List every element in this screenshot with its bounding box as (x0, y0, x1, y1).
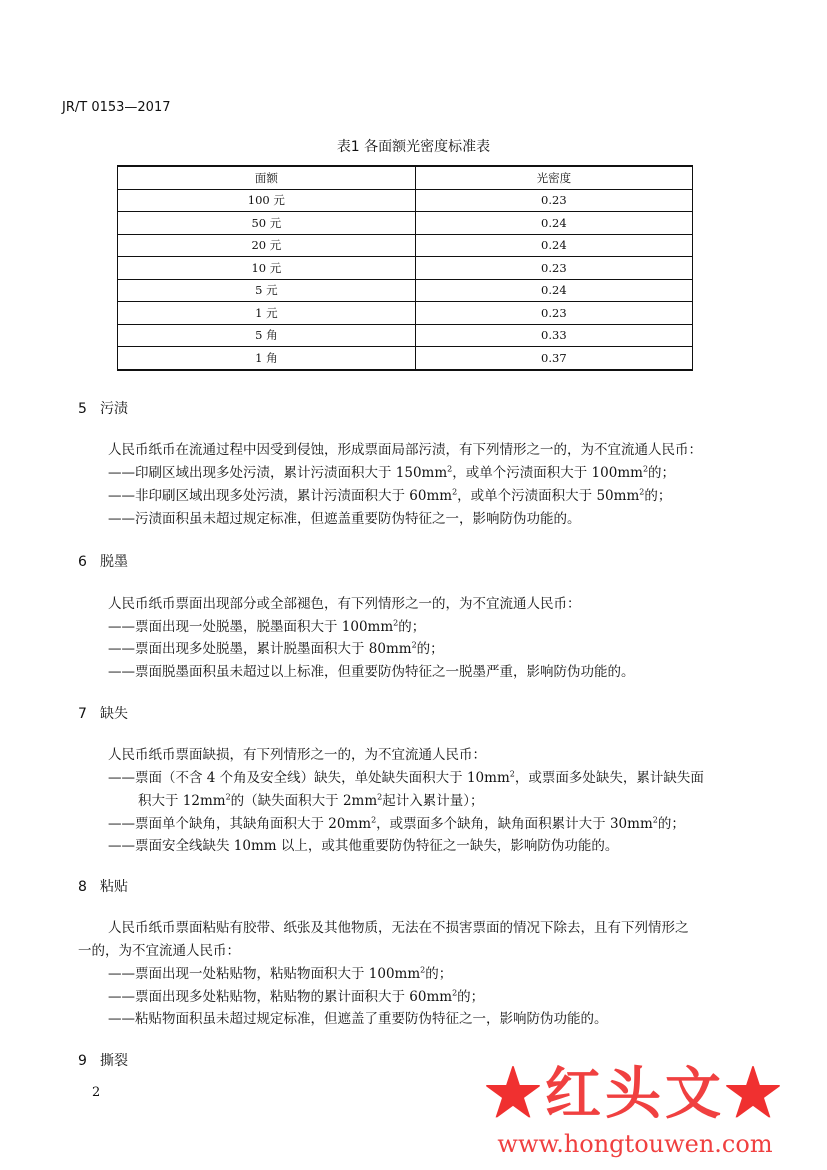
cell-denomination: 50 元 (118, 212, 416, 235)
section-number: 9 (78, 1053, 87, 1069)
star-icon: ★ (485, 1061, 545, 1127)
cell-denomination: 1 角 (118, 347, 416, 370)
cell-density: 0.24 (415, 212, 692, 235)
section-heading-stains (78, 398, 128, 418)
item-text: 的； (425, 966, 453, 982)
section-intro: 人民币纸币在流通过程中因受到侵蚀，形成票面局部污渍，有下列情形之一的，为不宜流通人民币： (108, 442, 702, 458)
table-row (118, 212, 693, 235)
item-text: 的（缺失面积大于 2mm (230, 793, 378, 809)
list-item (108, 985, 484, 1005)
item-text: ——非印刷区域出现多处污渍，累计污渍面积大于 60mm (108, 488, 453, 504)
section-heading-missing (78, 703, 128, 723)
superscript: 2 (642, 464, 649, 474)
item-text: ，或单个污渍面积大于 100mm (452, 465, 643, 481)
list-item-continuation (138, 789, 484, 809)
density-table (117, 165, 693, 371)
item-text: 积大于 12mm (138, 793, 226, 809)
cell-denomination: 100 元 (118, 189, 416, 212)
list-item (108, 461, 675, 481)
item-text: 的； (398, 619, 426, 635)
watermark-url: www.hongtouwen.com (497, 1130, 773, 1158)
cell-denomination: 5 元 (118, 279, 416, 302)
table-row (118, 189, 693, 212)
superscript: 2 (420, 965, 426, 975)
table-row (118, 279, 693, 302)
item-text: 的； (644, 488, 672, 504)
section-number: 6 (78, 554, 87, 570)
item-text: ——票面出现一处粘贴物，粘贴物面积大于 100mm (108, 966, 421, 982)
list-item (108, 615, 425, 635)
section-title: 撕裂 (100, 1053, 128, 1069)
item-text: ，或票面多个缺角，缺角面积累计大于 30mm (376, 816, 653, 832)
item-text: 的； (657, 816, 685, 832)
item-text: ，或票面多处缺失，累计缺失面 (514, 770, 704, 786)
section-number: 5 (78, 401, 87, 417)
superscript: 2 (639, 487, 645, 497)
item-text: ，或单个污渍面积大于 50mm (457, 488, 640, 504)
superscript: 2 (377, 792, 383, 802)
superscript: 2 (509, 769, 515, 779)
cell-density: 0.33 (415, 324, 692, 347)
item-text: ——票面出现多处粘贴物，粘贴物的累计面积大于 60mm (108, 989, 453, 1005)
list-item: ——粘贴物面积虽未超过规定标准，但遮盖了重要防伪特征之一，影响防伪功能的。 (108, 1011, 608, 1027)
list-item: ——票面脱墨面积虽未超过以上标准，但重要防伪特征之一脱墨严重，影响防伪功能的。 (108, 664, 635, 680)
table-header-row (118, 166, 693, 189)
list-item: ——污渍面积虽未超过规定标准，但遮盖重要防伪特征之一，影响防伪功能的。 (108, 511, 581, 527)
cell-denomination: 1 元 (118, 302, 416, 325)
table-row (118, 257, 693, 280)
superscript: 2 (225, 792, 231, 802)
section-title: 缺失 (100, 706, 128, 722)
standard-code: JR/T 0153—2017 (62, 100, 171, 115)
superscript: 2 (393, 618, 399, 628)
superscript: 2 (452, 487, 458, 497)
superscript: 2 (371, 815, 377, 825)
watermark-text: 红头文 (545, 1061, 725, 1127)
column-header-denomination: 面额 (118, 166, 416, 189)
section-title: 污渍 (100, 401, 128, 417)
table-row (118, 324, 693, 347)
superscript: 2 (452, 988, 458, 998)
item-text: 的； (416, 641, 444, 657)
list-item: ——票面安全线缺失 10mm 以上，或其他重要防伪特征之一缺失，影响防伪功能的。 (108, 838, 619, 854)
watermark (450, 1050, 820, 1165)
item-text: ——票面（不含 4 个角及安全线）缺失，单处缺失面积大于 10mm (108, 770, 510, 786)
section-intro: 人民币纸币票面粘贴有胶带、纸张及其他物质，无法在不损害票面的情况下除去，且有下列情形之 (108, 920, 689, 936)
cell-density: 0.23 (415, 257, 692, 280)
cell-density: 0.37 (415, 347, 692, 370)
cell-density: 0.23 (415, 189, 692, 212)
superscript: 2 (447, 464, 453, 474)
page-number: 2 (92, 1085, 101, 1100)
list-item (108, 637, 444, 657)
watermark-title (450, 1050, 820, 1130)
item-text: 的； (648, 465, 676, 481)
table-row (118, 302, 693, 325)
cell-denomination: 5 角 (118, 324, 416, 347)
cell-density: 0.24 (415, 279, 692, 302)
section-intro: 人民币纸币票面缺损，有下列情形之一的，为不宜流通人民币： (108, 747, 486, 763)
section-number: 8 (78, 879, 87, 895)
superscript: 2 (411, 640, 417, 650)
superscript: 2 (652, 815, 658, 825)
cell-denomination: 20 元 (118, 234, 416, 257)
item-text: 起计入累计量）； (382, 793, 484, 809)
section-heading-adhesion (78, 876, 128, 896)
section-title: 脱墨 (100, 554, 128, 570)
list-item (108, 766, 704, 786)
section-intro: 人民币纸币票面出现部分或全部褪色，有下列情形之一的，为不宜流通人民币： (108, 596, 581, 612)
item-text: ——票面出现多处脱墨，累计脱墨面积大于 80mm (108, 641, 412, 657)
item-text: ——票面出现一处脱墨，脱墨面积大于 100mm (108, 619, 394, 635)
cell-denomination: 10 元 (118, 257, 416, 280)
section-heading-ink-loss (78, 551, 128, 571)
list-item (108, 484, 671, 504)
cell-density: 0.24 (415, 234, 692, 257)
cell-density: 0.23 (415, 302, 692, 325)
section-intro-continuation: 一的，为不宜流通人民币： (78, 943, 240, 959)
column-header-density: 光密度 (415, 166, 692, 189)
item-text: ——票面单个缺角，其缺角面积大于 20mm (108, 816, 372, 832)
list-item (108, 812, 685, 832)
star-icon: ★ (725, 1061, 785, 1127)
section-title: 粘贴 (100, 879, 128, 895)
list-item (108, 962, 452, 982)
section-number: 7 (78, 706, 87, 722)
table-row (118, 347, 693, 370)
section-heading-tear (78, 1050, 128, 1070)
table-row (118, 234, 693, 257)
item-text: 的； (457, 989, 485, 1005)
item-text: ——印刷区域出现多处污渍，累计污渍面积大于 150mm (108, 465, 448, 481)
table-title: 表1 各面额光密度标准表 (336, 139, 491, 155)
